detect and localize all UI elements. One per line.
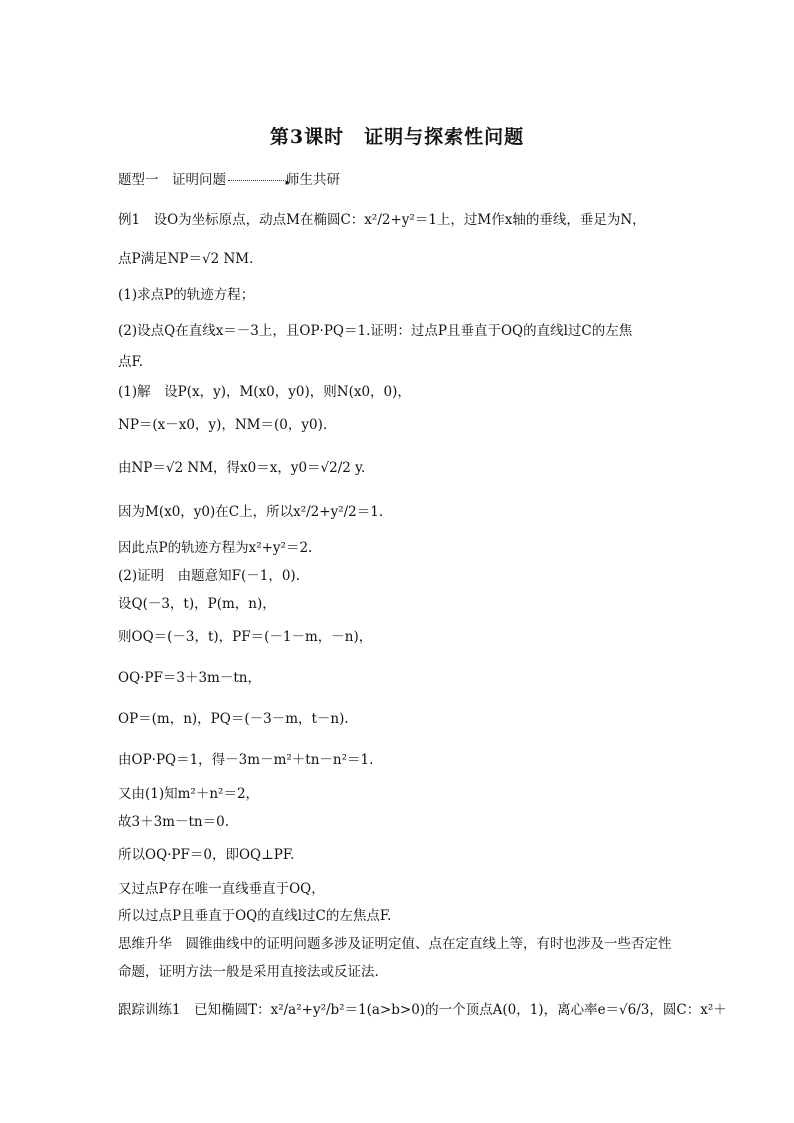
section-heading <box>118 170 340 190</box>
practice-1-line-1: 跟踪训练1 已知椭圆T：x²/a²+y²/b²＝1(a>b>0)的一个顶点A(0，1)，离心率e＝√6/3，圆C：x²＋ <box>118 1002 727 1018</box>
proof-2-line-11: 所以过点P且垂直于OQ的直线l过C的左焦点F. <box>118 908 392 924</box>
proof-2-line-1: (2)证明 由题意知F(－1，0). <box>118 568 300 584</box>
example-1-line-1: 例1 设O为坐标原点，动点M在椭圆C：x²/2+y²＝1上，过M作x轴的垂线，垂足为N， <box>118 212 646 228</box>
section-label: 题型一 证明问题 <box>118 172 226 188</box>
solution-1-line-1: (1)解 设P(x，y)，M(x0，y0)，则N(x0，0)， <box>118 384 411 400</box>
dotted-arrow-icon <box>228 180 284 182</box>
example-1-line-2: 点P满足NP＝√2 NM. <box>118 251 254 267</box>
solution-1-line-3: 由NP＝√2 NM，得x0＝x，y0＝√2/2 y. <box>118 460 366 476</box>
proof-2-line-6: 由OP·PQ＝1，得－3m－m²＋tn－n²＝1. <box>118 752 374 768</box>
question-1: (1)求点P的轨迹方程； <box>118 287 255 303</box>
proof-2-line-9: 所以OQ·PF＝0，即OQ⊥PF. <box>118 847 295 863</box>
summary-line-1: 思维升华 圆锥曲线中的证明问题多涉及证明定值、点在定直线上等，有时也涉及一些否定性 <box>118 936 672 952</box>
section-tag: 师生共研 <box>286 172 340 188</box>
proof-2-line-10: 又过点P存在唯一直线垂直于OQ， <box>118 881 325 897</box>
proof-2-line-4: OQ·PF＝3＋3m－tn， <box>118 670 261 686</box>
proof-2-line-8: 故3＋3m－tn＝0. <box>118 814 229 830</box>
summary-line-2: 命题，证明方法一般是采用直接法或反证法. <box>118 964 379 980</box>
question-2-line-1: (2)设点Q在直线x＝－3上，且OP·PQ＝1.证明：过点P且垂直于OQ的直线l过C的左焦 <box>118 323 633 339</box>
proof-2-line-5: OP＝(m，n)，PQ＝(－3－m，t－n). <box>118 711 349 727</box>
page-title: 第3课时 证明与探索性问题 <box>269 126 525 148</box>
proof-2-line-7: 又由(1)知m²＋n²＝2， <box>118 786 260 802</box>
question-2-line-2: 点F. <box>118 354 144 370</box>
solution-1-line-2: NP＝(x－x0，y)，NM＝(0，y0). <box>118 417 328 433</box>
proof-2-line-2: 设Q(－3，t)，P(m，n)， <box>118 596 276 612</box>
solution-1-line-5: 因此点P的轨迹方程为x²+y²＝2. <box>118 540 313 556</box>
proof-2-line-3: 则OQ＝(－3，t)，PF＝(－1－m，－n)， <box>118 629 373 645</box>
solution-1-line-4: 因为M(x0，y0)在C上，所以x²/2+y²/2＝1. <box>118 504 384 520</box>
